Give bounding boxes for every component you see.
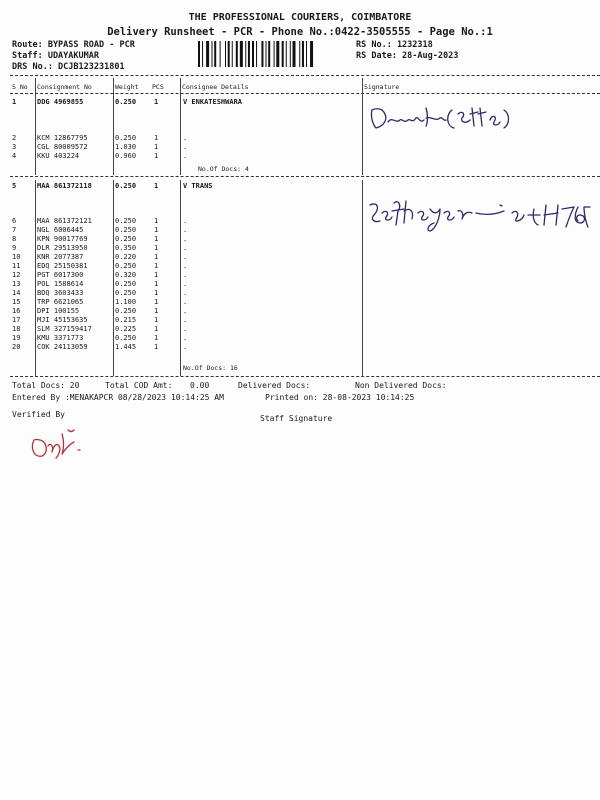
barcode-bar bbox=[225, 41, 226, 67]
table-row: 14 BDQ 3603433 0.250 1 . bbox=[12, 289, 188, 297]
table-row: 3 CGL 80009572 1.030 1 . bbox=[12, 143, 188, 151]
barcode-bar bbox=[290, 41, 291, 67]
barcode-bar bbox=[306, 41, 307, 67]
table-row: 7 NGL 6006445 0.250 1 . bbox=[12, 226, 188, 234]
barcode-bar bbox=[228, 41, 230, 67]
table-row: 19 KMU 3371773 0.250 1 . bbox=[12, 334, 188, 342]
rs-number: RS No.: 1232318 bbox=[356, 40, 433, 50]
col-consignee: Consignee Details bbox=[182, 83, 249, 91]
barcode-bar bbox=[212, 41, 213, 67]
table-row: 16 DPI 100155 0.250 1 . bbox=[12, 307, 188, 315]
barcode-bar bbox=[266, 41, 267, 67]
divider bbox=[10, 75, 600, 76]
table-row: 15 TRP 6621065 1.100 1 . bbox=[12, 298, 188, 306]
barcode-bar bbox=[206, 41, 209, 67]
handwritten-signature-2 bbox=[364, 195, 599, 243]
barcode-bar bbox=[276, 41, 279, 67]
table-row: 13 POL 1588614 0.250 1 . bbox=[12, 280, 188, 288]
verified-by-label: Verified By bbox=[12, 410, 65, 419]
table-row: 1 DDG 4969855 0.250 1 V ENKATESHWARA bbox=[12, 98, 243, 106]
staff-label: Staff: UDAYAKUMAR bbox=[12, 51, 99, 61]
handwritten-signature-1 bbox=[366, 100, 526, 140]
barcode-bar bbox=[261, 41, 263, 67]
col-consignment: Consignment No bbox=[37, 83, 92, 91]
total-cod-label: Total COD Amt: bbox=[105, 381, 173, 390]
route-label: Route: BYPASS ROAD - PCR bbox=[12, 40, 135, 50]
barcode-bar bbox=[232, 41, 233, 67]
col-pcs: PCS bbox=[152, 83, 164, 91]
table-row: 6 MAA 861372121 0.250 1 . bbox=[12, 217, 188, 225]
barcode-bar bbox=[214, 41, 216, 67]
col-sno: S No bbox=[12, 83, 28, 91]
divider bbox=[10, 176, 600, 177]
barcode-bar bbox=[240, 41, 243, 67]
barcode-bar bbox=[256, 41, 257, 67]
barcode-bar bbox=[198, 41, 200, 67]
table-row: 10 KNR 2077387 0.220 1 . bbox=[12, 253, 188, 261]
table-row: 12 PGT 6017300 0.320 1 . bbox=[12, 271, 188, 279]
total-cod-value: 0.00 bbox=[190, 381, 210, 390]
barcode-bar bbox=[268, 41, 270, 67]
non-delivered-docs: Non Delivered Docs: bbox=[355, 381, 447, 390]
col-weight: Weight bbox=[115, 83, 139, 91]
handwritten-initials bbox=[28, 426, 88, 464]
barcode-bar bbox=[282, 41, 284, 67]
barcode-bar bbox=[286, 41, 287, 67]
company-name: THE PROFESSIONAL COURIERS, COIMBATORE bbox=[188, 12, 412, 23]
barcode-bar bbox=[220, 41, 221, 67]
table-row: 2 KCM 12867795 0.250 1 . bbox=[12, 134, 188, 142]
docs-count-note: No.Of Docs: 16 bbox=[183, 364, 238, 372]
barcode-bar bbox=[248, 41, 250, 67]
table-row: 18 SLM 327159417 0.225 1 . bbox=[12, 325, 188, 333]
table-row: 4 KKU 403224 0.960 1 . bbox=[12, 152, 188, 160]
table-row bbox=[0, 352, 600, 361]
table-row: 8 KPN 90017769 0.250 1 . bbox=[12, 235, 188, 243]
table-row: 17 MJI 45153635 0.215 1 . bbox=[12, 316, 188, 324]
consignee-name: V ENKATESHWARA bbox=[183, 98, 243, 106]
total-docs: Total Docs: 20 bbox=[12, 381, 80, 390]
barcode-bar bbox=[274, 41, 275, 67]
consignee-name: V TRANS bbox=[183, 182, 213, 190]
barcode-bar bbox=[310, 41, 313, 67]
docs-count-note: No.Of Docs: 4 bbox=[198, 165, 249, 173]
barcode-bar bbox=[245, 41, 246, 67]
barcode-bar bbox=[236, 41, 238, 67]
barcode-bar bbox=[302, 41, 304, 67]
table-row: 5 MAA 861372118 0.250 1 V TRANS bbox=[12, 182, 213, 190]
printed-on: Printed on: 28-08-2023 10:14:25 bbox=[265, 393, 415, 402]
barcode-bar bbox=[293, 41, 296, 67]
runsheet-title: Delivery Runsheet - PCR - Phone No.:0422-3505555 - Page No.:1 bbox=[107, 26, 493, 38]
barcode-bar bbox=[252, 41, 254, 67]
table-row: 11 EDQ 25150381 0.250 1 . bbox=[12, 262, 188, 270]
barcode-bar bbox=[299, 41, 300, 67]
divider bbox=[10, 376, 600, 377]
barcode-bar bbox=[202, 41, 203, 67]
rs-date: RS Date: 28-Aug-2023 bbox=[356, 51, 459, 61]
entered-by: Entered By :MENAKAPCR 08/28/2023 10:14:25 AM bbox=[12, 393, 224, 402]
barcode bbox=[198, 41, 348, 67]
drs-number: DRS No.: DCJB123231801 bbox=[12, 62, 125, 72]
table-row: 9 DLR 29513950 0.350 1 . bbox=[12, 244, 188, 252]
divider bbox=[10, 93, 600, 94]
delivered-docs: Delivered Docs: bbox=[238, 381, 311, 390]
col-signature: Signature bbox=[364, 83, 400, 91]
table-row: 20 COK 24113059 1.445 1 . bbox=[12, 343, 188, 351]
staff-signature-label: Staff Signature bbox=[260, 414, 333, 423]
